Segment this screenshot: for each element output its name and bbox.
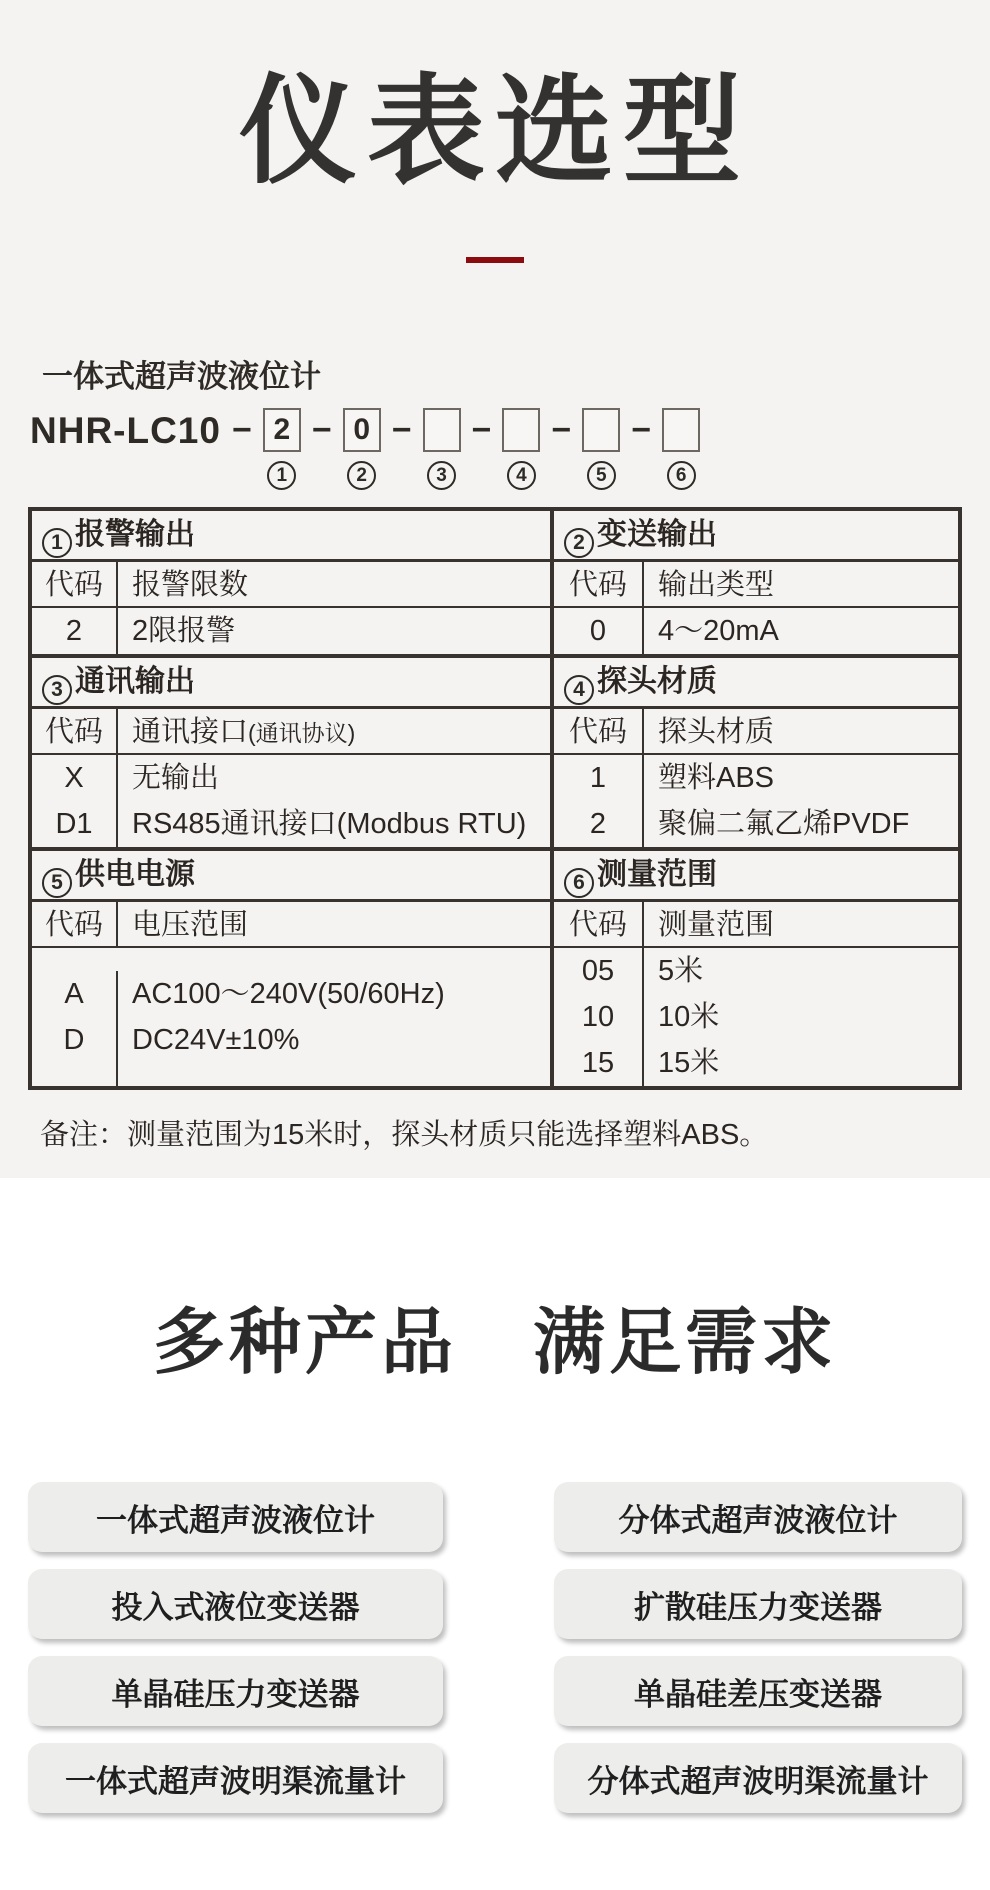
circled-number-icon: 4 [564, 675, 594, 705]
table-section-transmit-output [554, 511, 958, 654]
table-section-communication-output [32, 658, 554, 847]
code-value: 1 [589, 762, 607, 795]
desc-value: 4～20mA [658, 615, 779, 648]
desc-value: AC100～240V(50/60Hz) [132, 978, 445, 1011]
desc-header-small: (通讯协议) [248, 720, 356, 747]
table-band-2 [32, 654, 958, 847]
desc-header-main: 通讯接口 [132, 716, 249, 749]
code-value: A [64, 978, 84, 1011]
table-note: 备注：测量范围为15米时，探头材质只能选择塑料ABS。 [40, 1119, 769, 1152]
product-button-3[interactable]: 投入式液位变送器 [28, 1569, 443, 1639]
desc-value: 5米 [658, 955, 704, 988]
desc-header-cell: 电压范围 [118, 902, 550, 948]
code-value: X [64, 762, 84, 795]
section-title-text: 变送输出 [597, 518, 717, 552]
table-band-3 [32, 847, 958, 1086]
model-code-line [30, 408, 990, 490]
model-slot-box-5 [582, 408, 620, 452]
selection-table [28, 507, 962, 1090]
product-button-6[interactable]: 单晶硅差压变送器 [554, 1656, 962, 1726]
table-section-probe-material [554, 658, 958, 847]
section-title-text: 报警输出 [75, 518, 195, 552]
table-section-power-supply [32, 851, 554, 1086]
model-slot-2 [301, 408, 381, 490]
table-band-1 [32, 511, 958, 654]
code-header-cell: 代码 [554, 902, 644, 948]
product-button-1[interactable]: 一体式超声波液位计 [28, 1482, 443, 1552]
model-slot-1 [221, 408, 301, 490]
code-values [32, 608, 118, 654]
table-section-alarm-output [32, 511, 554, 654]
code-values [32, 755, 118, 847]
product-buttons-grid [28, 1482, 962, 1813]
code-header-cell: 代码 [32, 902, 118, 948]
model-prefix: NHR-LC10 [30, 410, 221, 452]
code-values [32, 971, 118, 1086]
code-header-cell: 代码 [554, 709, 644, 755]
desc-header-cell [118, 709, 550, 755]
product-button-8[interactable]: 分体式超声波明渠流量计 [554, 1743, 962, 1813]
slot-index-label-1: 1 [267, 461, 296, 490]
dash-separator: − [391, 411, 412, 450]
product-button-4[interactable]: 扩散硅压力变送器 [554, 1569, 962, 1639]
code-value: 05 [581, 955, 615, 988]
section-title [32, 658, 550, 709]
code-value: D [63, 1024, 85, 1057]
desc-header-cell: 探头材质 [644, 709, 958, 755]
desc-value: 15米 [658, 1047, 720, 1080]
circled-number-icon: 5 [42, 868, 72, 898]
code-header-cell: 代码 [32, 562, 118, 608]
dash-separator: − [231, 411, 252, 450]
section-title [554, 511, 958, 562]
circled-number-icon: 2 [564, 528, 594, 558]
page-title: 仪表选型 [238, 66, 751, 198]
code-header-cell: 代码 [554, 562, 644, 608]
section-title-text: 探头材质 [597, 665, 717, 699]
dash-separator: − [311, 411, 332, 450]
desc-values [644, 608, 958, 654]
section-title-text: 通讯输出 [75, 665, 195, 699]
slot-index-label-6: 6 [667, 461, 696, 490]
model-slot-box-6 [662, 408, 700, 452]
desc-values [118, 971, 550, 1086]
circled-number-icon: 3 [42, 675, 72, 705]
model-slot-box-4 [502, 408, 540, 452]
code-header-cell: 代码 [32, 709, 118, 755]
product-name-heading: 一体式超声波液位计 [42, 359, 321, 395]
section-title [554, 658, 958, 709]
products-heading: 多种产品 满足需求 [152, 1303, 837, 1383]
title-underline [466, 257, 524, 263]
code-values [554, 608, 644, 654]
circled-number-icon: 6 [564, 868, 594, 898]
desc-value: 塑料ABS [658, 762, 775, 795]
slot-index-label-2: 2 [347, 461, 376, 490]
section-title [32, 511, 550, 562]
section-title [554, 851, 958, 902]
code-value: 15 [581, 1047, 615, 1080]
desc-value: 聚偏二氟乙烯PVDF [658, 808, 910, 841]
code-value: D1 [55, 808, 93, 841]
section-title [32, 851, 550, 902]
product-button-7[interactable]: 一体式超声波明渠流量计 [28, 1743, 443, 1813]
desc-header-cell: 测量范围 [644, 902, 958, 948]
section-title-text: 供电电源 [75, 858, 195, 892]
desc-value: 无输出 [132, 762, 220, 795]
circled-number-icon: 1 [42, 528, 72, 558]
desc-values [644, 948, 958, 1086]
model-slot-4 [461, 408, 541, 490]
model-slot-box-2: 0 [343, 408, 381, 452]
slot-index-label-4: 4 [507, 461, 536, 490]
slot-index-label-5: 5 [587, 461, 616, 490]
products-section [0, 1178, 990, 1813]
slot-index-label-3: 3 [427, 461, 456, 490]
model-slot-box-1: 2 [263, 408, 301, 452]
desc-value: DC24V±10% [132, 1024, 300, 1057]
model-slot-3 [381, 408, 461, 490]
desc-values [118, 608, 550, 654]
desc-value: 2限报警 [132, 615, 236, 648]
table-section-measuring-range [554, 851, 958, 1086]
section-title-text: 测量范围 [597, 858, 717, 892]
model-slot-box-3 [423, 408, 461, 452]
code-values [554, 948, 644, 1086]
desc-value: RS485通讯接口(Modbus RTU) [132, 808, 527, 841]
desc-values [118, 755, 550, 847]
model-slot-5 [540, 408, 620, 490]
dash-separator: − [551, 411, 572, 450]
code-value: 2 [65, 615, 83, 648]
code-value: 0 [589, 615, 607, 648]
code-values [554, 755, 644, 847]
code-value: 10 [581, 1001, 615, 1034]
desc-value: 10米 [658, 1001, 720, 1034]
product-button-2[interactable]: 分体式超声波液位计 [554, 1482, 962, 1552]
code-value: 2 [589, 808, 607, 841]
desc-header-cell: 报警限数 [118, 562, 550, 608]
desc-values [644, 755, 958, 847]
dash-separator: − [471, 411, 492, 450]
desc-header-cell: 输出类型 [644, 562, 958, 608]
dash-separator: − [631, 411, 652, 450]
product-button-5[interactable]: 单晶硅压力变送器 [28, 1656, 443, 1726]
model-slot-6 [620, 408, 700, 490]
